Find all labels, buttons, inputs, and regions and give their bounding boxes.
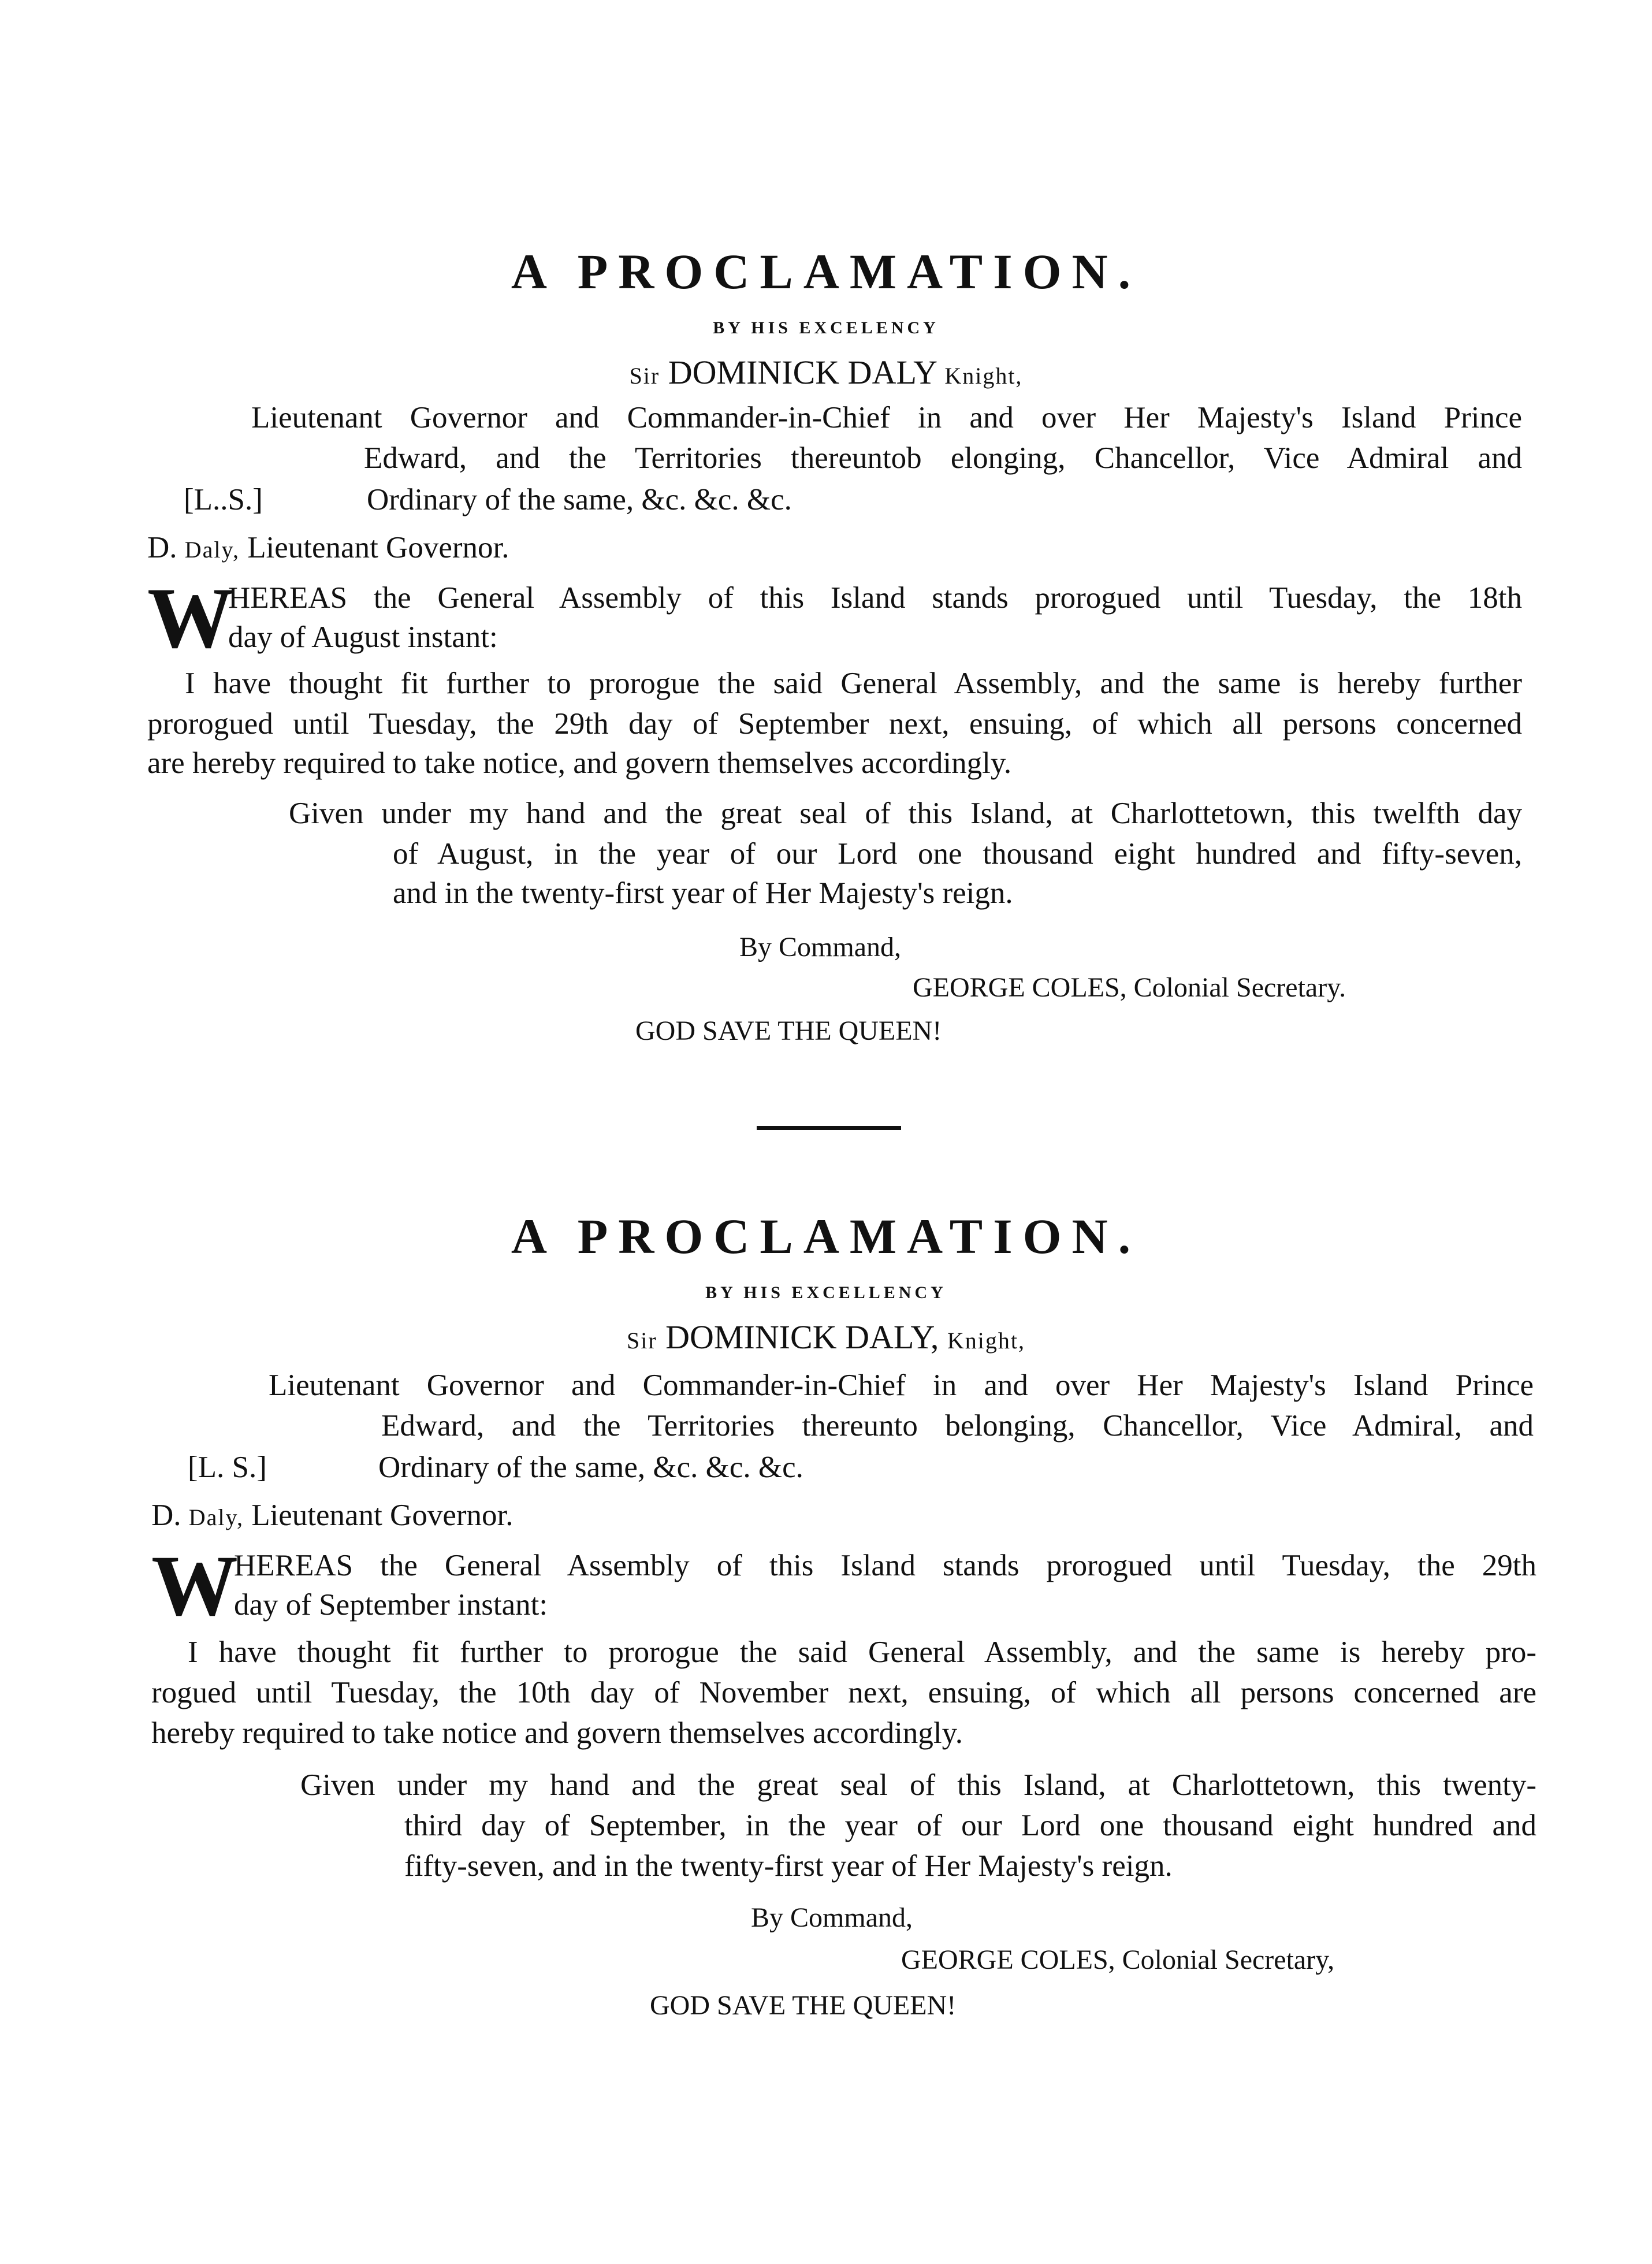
by-his-excellency: BY HIS EXCELENCY bbox=[713, 318, 939, 337]
whereas-line-2: day of August instant: bbox=[228, 620, 498, 654]
body-line-1: I have thought fit further to prorogue the said General Assembly, and the same is hereby further bbox=[185, 667, 1522, 700]
signature-name: Daly, bbox=[184, 537, 240, 563]
governor-name-line bbox=[0, 1317, 1652, 1361]
proclamation-title: A PROCLAMATION. bbox=[511, 244, 1141, 299]
by-command: By Command, bbox=[739, 932, 902, 962]
governor-title-line-1: Lieutenant Governor and Commander-in-Chief in and over Her Majesty's Island Prince bbox=[251, 401, 1522, 434]
knight-suffix: Knight, bbox=[944, 363, 1023, 389]
whereas-line-1: HEREAS the General Assembly of this Island stands prorogued until Tuesday, the 18th bbox=[228, 581, 1522, 615]
whereas-line-2: day of September instant: bbox=[234, 1588, 548, 1622]
signature-line bbox=[151, 1496, 513, 1537]
body-line-3: are hereby required to take notice, and govern themselves accordingly. bbox=[147, 746, 1012, 780]
governor-title-line-1: Lieutenant Governor and Commander-in-Chief in and over Her Majesty's Island Prince bbox=[269, 1369, 1534, 1402]
colonial-secretary: GEORGE COLES, Colonial Secretary, bbox=[901, 1945, 1335, 1975]
signature-prefix: D. bbox=[147, 531, 177, 564]
colonial-secretary: GEORGE COLES, Colonial Secretary. bbox=[913, 972, 1346, 1003]
sir-prefix: Sir bbox=[626, 1328, 657, 1354]
signature-line bbox=[147, 529, 509, 569]
given-line-2: third day of September, in the year of our Lord one thousand eight hundred and bbox=[404, 1809, 1536, 1842]
by-his-excellency: BY HIS EXCELLENCY bbox=[705, 1283, 947, 1302]
body-line-2: prorogued until Tuesday, the 29th day of September next, ensuing, of which all persons concerned bbox=[147, 707, 1522, 741]
governor-title-line-3: Ordinary of the same, &c. &c. &c. bbox=[367, 483, 792, 516]
governor-title-line-2: Edward, and the Territories thereuntob elonging, Chancellor, Vice Admiral and bbox=[364, 441, 1522, 475]
seal-mark: [L..S.] bbox=[184, 483, 263, 516]
body-line-2: rogued until Tuesday, the 10th day of November next, ensuing, of which all persons concerned are bbox=[151, 1676, 1536, 1709]
section-divider bbox=[757, 1126, 901, 1130]
god-save-the-queen: GOD SAVE THE QUEEN! bbox=[650, 1990, 957, 2021]
given-line-3: fifty-seven, and in the twenty-first year of Her Majesty's reign. bbox=[404, 1849, 1173, 1883]
governor-title-line-2: Edward, and the Territories thereunto belonging, Chancellor, Vice Admiral, and bbox=[381, 1409, 1534, 1443]
by-command: By Command, bbox=[751, 1902, 913, 1933]
signature-prefix: D. bbox=[151, 1499, 181, 1532]
body-line-1: I have thought fit further to prorogue the said General Assembly, and the same is hereby pro- bbox=[188, 1635, 1536, 1669]
governor-title-line-3: Ordinary of the same, &c. &c. &c. bbox=[378, 1451, 803, 1484]
governor-name-line bbox=[0, 352, 1652, 396]
god-save-the-queen: GOD SAVE THE QUEEN! bbox=[635, 1016, 942, 1046]
seal-mark: [L. S.] bbox=[188, 1451, 267, 1484]
whereas-line-1: HEREAS the General Assembly of this Island stands prorogued until Tuesday, the 29th bbox=[234, 1549, 1536, 1582]
proclamation-title: A PROCLAMATION. bbox=[511, 1209, 1141, 1264]
body-line-3: hereby required to take notice and govern themselves accordingly. bbox=[151, 1716, 963, 1750]
governor-name: DOMINICK DALY, bbox=[665, 1318, 939, 1356]
given-line-3: and in the twenty-first year of Her Majesty's reign. bbox=[393, 876, 1013, 910]
given-line-1: Given under my hand and the great seal of this Island, at Charlottetown, this twelfth day bbox=[289, 797, 1522, 830]
governor-name: DOMINICK DALY bbox=[668, 354, 936, 391]
signature-title: Lieutenant Governor. bbox=[251, 1499, 514, 1532]
drop-cap: W bbox=[151, 1538, 238, 1634]
sir-prefix: Sir bbox=[629, 363, 660, 389]
signature-title: Lieutenant Governor. bbox=[247, 531, 509, 564]
given-line-1: Given under my hand and the great seal of this Island, at Charlottetown, this twenty- bbox=[300, 1768, 1536, 1802]
signature-name: Daly, bbox=[188, 1504, 244, 1530]
given-line-2: of August, in the year of our Lord one thousand eight hundred and fifty-seven, bbox=[393, 837, 1522, 871]
knight-suffix: Knight, bbox=[947, 1328, 1026, 1354]
drop-cap: W bbox=[147, 570, 234, 666]
